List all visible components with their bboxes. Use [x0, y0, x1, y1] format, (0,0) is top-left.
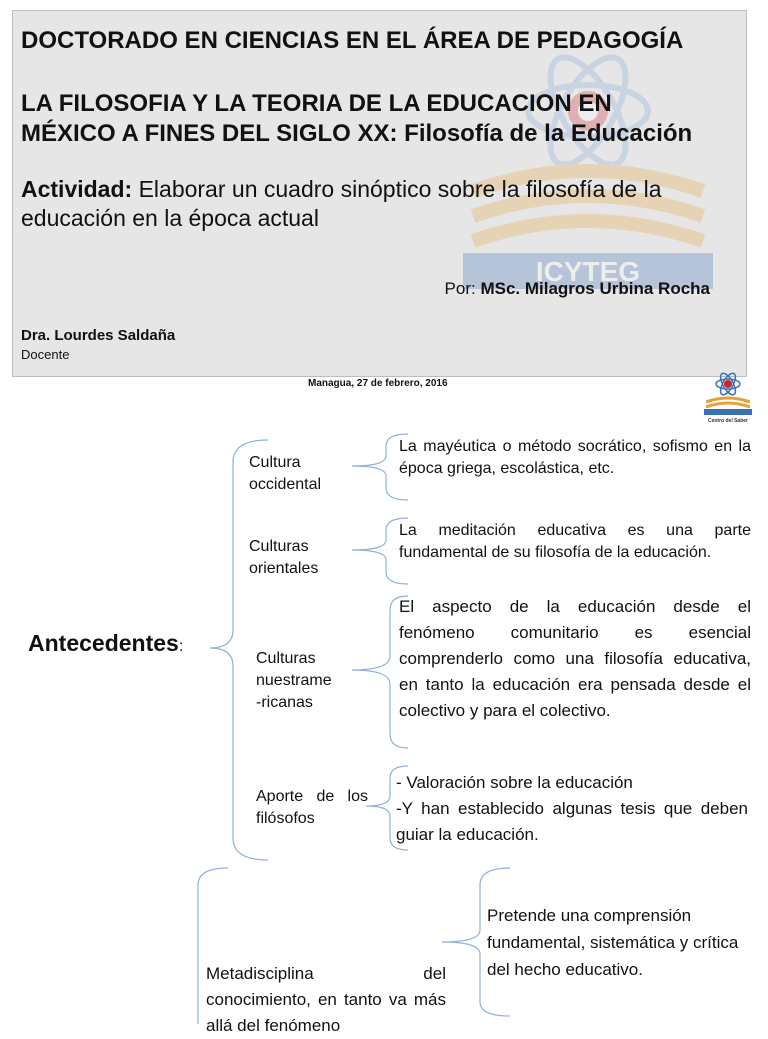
program-heading: DOCTORADO EN CIENCIAS EN EL ÁREA DE PEDAGOGÍA	[21, 27, 684, 54]
item-name-cultura-occidental: Cultura occidental	[249, 454, 322, 493]
aporte-bullet-1: - Valoración sobre la educación	[396, 773, 633, 792]
svg-text:Centro del Saber: Centro del Saber	[707, 418, 749, 424]
teacher-role: Docente	[21, 347, 70, 362]
date-line: Managua, 27 de febrero, 2016	[308, 378, 448, 389]
author-prefix: Por:	[444, 279, 481, 298]
meta-description: Metadisciplina del conocimiento, en tanto va más allá del fenómeno	[206, 964, 446, 1035]
teacher-name: Dra. Lourdes Saldaña	[21, 327, 176, 344]
item-desc-aporte-filosofos	[396, 770, 748, 848]
author-name: MSc. Milagros Urbina Rocha	[480, 279, 710, 298]
svg-text:ICYTEG: ICYTEG	[535, 256, 641, 287]
meta-purpose: Pretende una comprensión fundamental, sistemática y crítica del hecho educativo.	[487, 906, 739, 979]
item-desc-culturas-orientales: La meditación educativa es una parte fundamental de su filosofía de la educación.	[399, 522, 751, 561]
item-name-culturas-orientales: Culturas orientales	[249, 538, 319, 577]
item-name-culturas-nuestramericanas: Culturas nuestrame -ricanas	[256, 650, 332, 711]
activity-label: Actividad:	[21, 176, 133, 202]
course-title-line-1: LA FILOSOFIA Y LA TEORIA DE LA EDUCACION EN	[21, 90, 612, 117]
course-title-line-2: MÉXICO A FINES DEL SIGLO XX: Filosofía de la Educación	[21, 120, 693, 147]
activity-text: Elaborar un cuadro sinóptico sobre la filosofía de la educación en la época actual	[21, 176, 662, 231]
item-desc-culturas-nuestramericanas: El aspecto de la educación desde el fenómeno comunitario es esencial comprenderlo como una filosofía educativa, en tanto la educación era pensada desde el colectivo y para el colectivo.	[399, 597, 751, 720]
aporte-bullet-2: -Y han establecido algunas tesis que deben guiar la educación.	[396, 799, 748, 844]
item-desc-cultura-occidental: La mayéutica o método socrático, sofismo en la época griega, escolástica, etc.	[399, 438, 751, 477]
item-name-aporte-filosofos: Aporte de los filósofos	[256, 788, 368, 827]
antecedentes-label: Antecedentes:	[28, 630, 184, 656]
